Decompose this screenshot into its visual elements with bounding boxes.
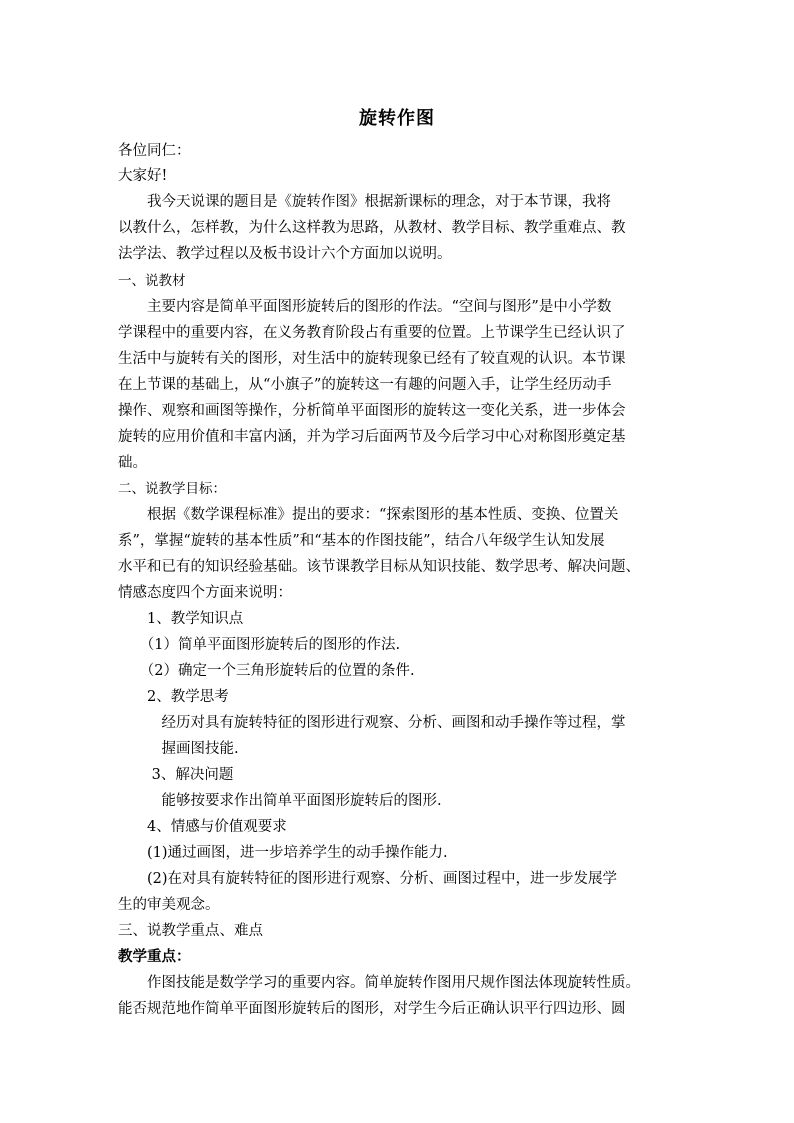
list-item: (2)在对具有旋转特征的图形进行观察、分析、画图过程中，进一步发展学 [118,871,618,887]
paragraph-line: 作图技能是数学学习的重要内容。简单旋转作图用尺规作图法体现旋转性质。 [118,975,640,991]
list-item: 2、教学思考 [118,689,229,705]
section-heading: 一、说教材 [118,273,186,289]
section-heading: 二、说教学目标： [118,481,226,497]
paragraph-line: 础。 [118,455,147,471]
paragraph-line: 根据《数学课程标准》提出的要求：“探索图形的基本性质、变换、位置关 [118,507,619,523]
paragraph-line: 学课程中的重要内容，在义务教育阶段占有重要的位置。上节课学生已经认识了 [118,325,626,341]
paragraph-line: 操作、观察和画图等操作，分析简单平面图形的旋转这一变化关系，进一步体会 [118,403,626,419]
paragraph-line: 主要内容是简单平面图形旋转后的图形的作法。“空间与图形”是中小学数 [118,299,612,315]
list-item: (1)通过画图，进一步培养学生的动手操作能力. [118,845,448,861]
paragraph-line: 系”，掌握“旋转的基本性质”和“基本的作图技能”，结合八年级学生认知发展 [118,533,605,549]
paragraph-line: 情感态度四个方面来说明： [118,585,292,601]
paragraph-line: 经历对具有旋转特征的图形进行观察、分析、画图和动手操作等过程，掌 [118,715,626,731]
paragraph-line: 能否规范地作简单平面图形旋转后的图形，对学生今后正确认识平行四边形、圆 [118,1001,626,1017]
paragraph-line: 生的审美观念。 [118,897,220,913]
paragraph-line: 旋转的应用价值和丰富内涵，并为学习后面两节及今后学习中心对称图形奠定基 [118,429,626,445]
list-item: 4、情感与价值观要求 [118,819,287,835]
paragraph-line: 握画图技能. [118,741,239,757]
greeting-line: 大家好! [118,168,168,184]
paragraph-line: 以教什么，怎样教，为什么这样教为思路，从教材、教学目标、教学重难点、教 [118,220,626,236]
document-title: 旋转作图 [359,108,435,129]
list-item: （1）简单平面图形旋转后的图形的作法. [118,637,401,653]
section-heading: 三、说教学重点、难点 [118,923,263,939]
list-item: 1、教学知识点 [118,611,244,627]
greeting-line: 各位同仁： [118,143,191,159]
paragraph-line: 水平和已有的知识经验基础。该节课教学目标从知识技能、数学思考、解决问题、 [118,559,640,575]
list-item: 3、解决问题 [118,767,234,783]
subsection-heading: 教学重点： [118,949,191,965]
paragraph-line: 在上节课的基础上，从“小旗子”的旋转这一有趣的问题入手，让学生经历动手 [118,377,612,393]
paragraph-line: 我今天说课的题目是《旋转作图》根据新课标的理念，对于本节课，我将 [118,194,611,210]
paragraph-line: 能够按要求作出简单平面图形旋转后的图形. [118,793,442,809]
list-item: （2）确定一个三角形旋转后的位置的条件. [118,663,415,679]
paragraph-line: 法学法、教学过程以及板书设计六个方面加以说明。 [118,246,452,262]
paragraph-line: 生活中与旋转有关的图形，对生活中的旋转现象已经有了较直观的认识。本节课 [118,351,626,367]
